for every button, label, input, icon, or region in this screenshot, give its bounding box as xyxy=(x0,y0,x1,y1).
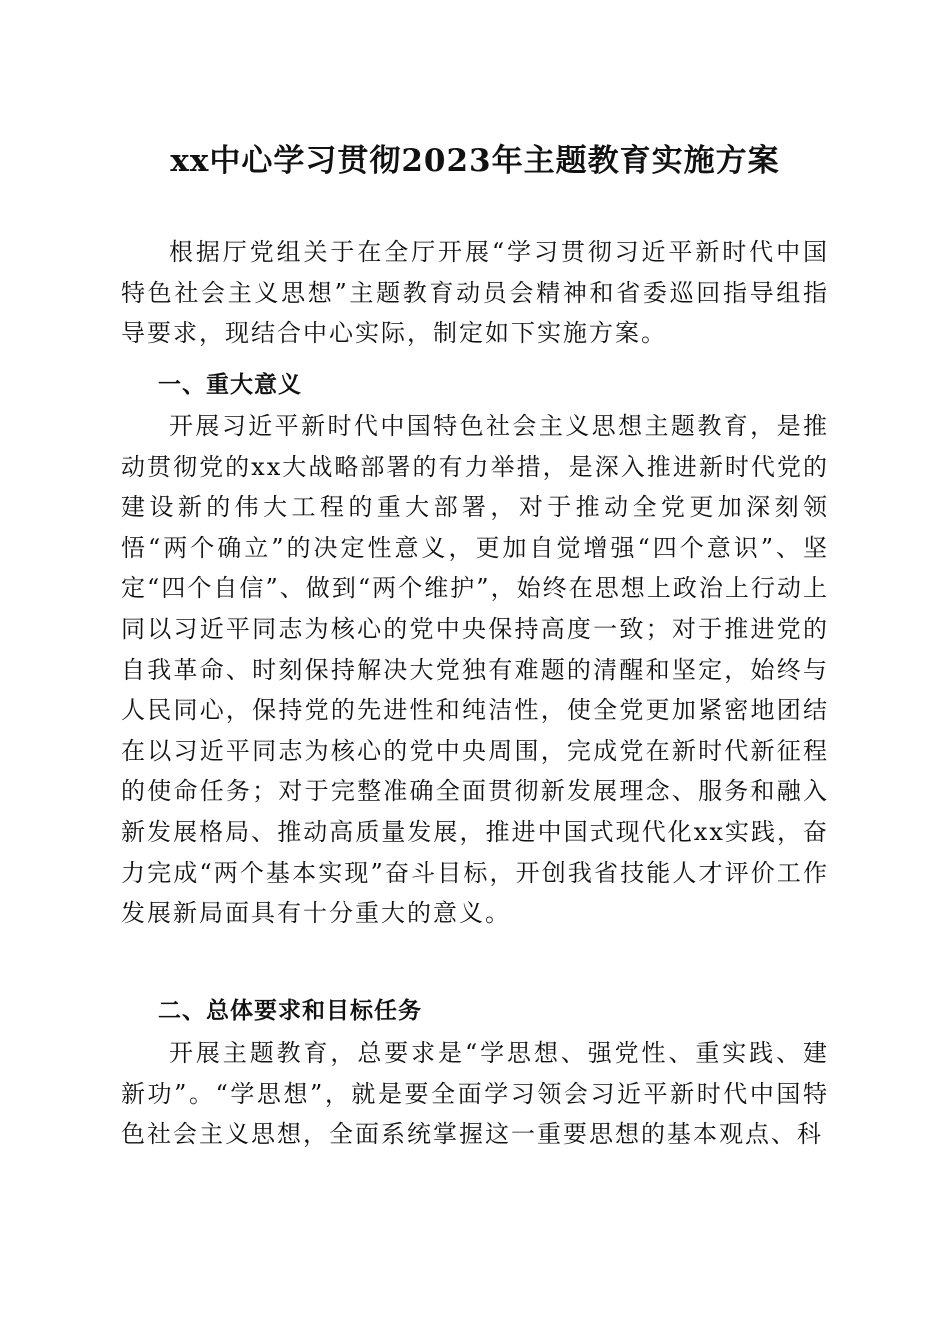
document-title: xx中心学习贯彻2023年主题教育实施方案 xyxy=(170,143,780,179)
section1-paragraph: 开展习近平新时代中国特色社会主义思想主题教育，是推动贯彻党的xx大战略部署的有力举措，是深入推进新时代党的建设新的伟大工程的重大部署，对于推动全党更加深刻领悟“两个确立”的决定性意义，更加自觉增强“四个意识”、坚定“四个自信”、做到“两个维护”，始终在思想上政治上行动上同以习近平同志为核心的党中央保持高度一致；对于推进党的自我革命、时刻保持解决大党独有难题的清醒和坚定，始终与人民同心，保持党的先进性和纯洁性，使全党更加紧密地团结在以习近平同志为核心的党中央周围，完成党在新时代新征程的使命任务；对于完整准确全面贯彻新发展理念、服务和融入新发展格局、推动高质量发展，推进中国式现代化xx实践，奋力完成“两个基本实现”奋斗目标，开创我省技能人才评价工作发展新局面具有十分重大的意义。 xyxy=(121,412,829,928)
section1-heading: 一、重大意义 xyxy=(158,372,302,398)
section2-heading: 二、总体要求和目标任务 xyxy=(158,998,422,1024)
intro-paragraph: 根据厅党组关于在全厅开展“学习贯彻习近平新时代中国特色社会主义思想”主题教育动员会精神和省委巡回指导组指导要求，现结合中心实际，制定如下实施方案。 xyxy=(121,238,829,348)
section2-paragraph: 开展主题教育，总要求是“学思想、强党性、重实践、建新功”。“学思想”，就是要全面学习领会习近平新时代中国特色社会主义思想，全面系统掌握这一重要思想的基本观点、科 xyxy=(121,1039,829,1149)
